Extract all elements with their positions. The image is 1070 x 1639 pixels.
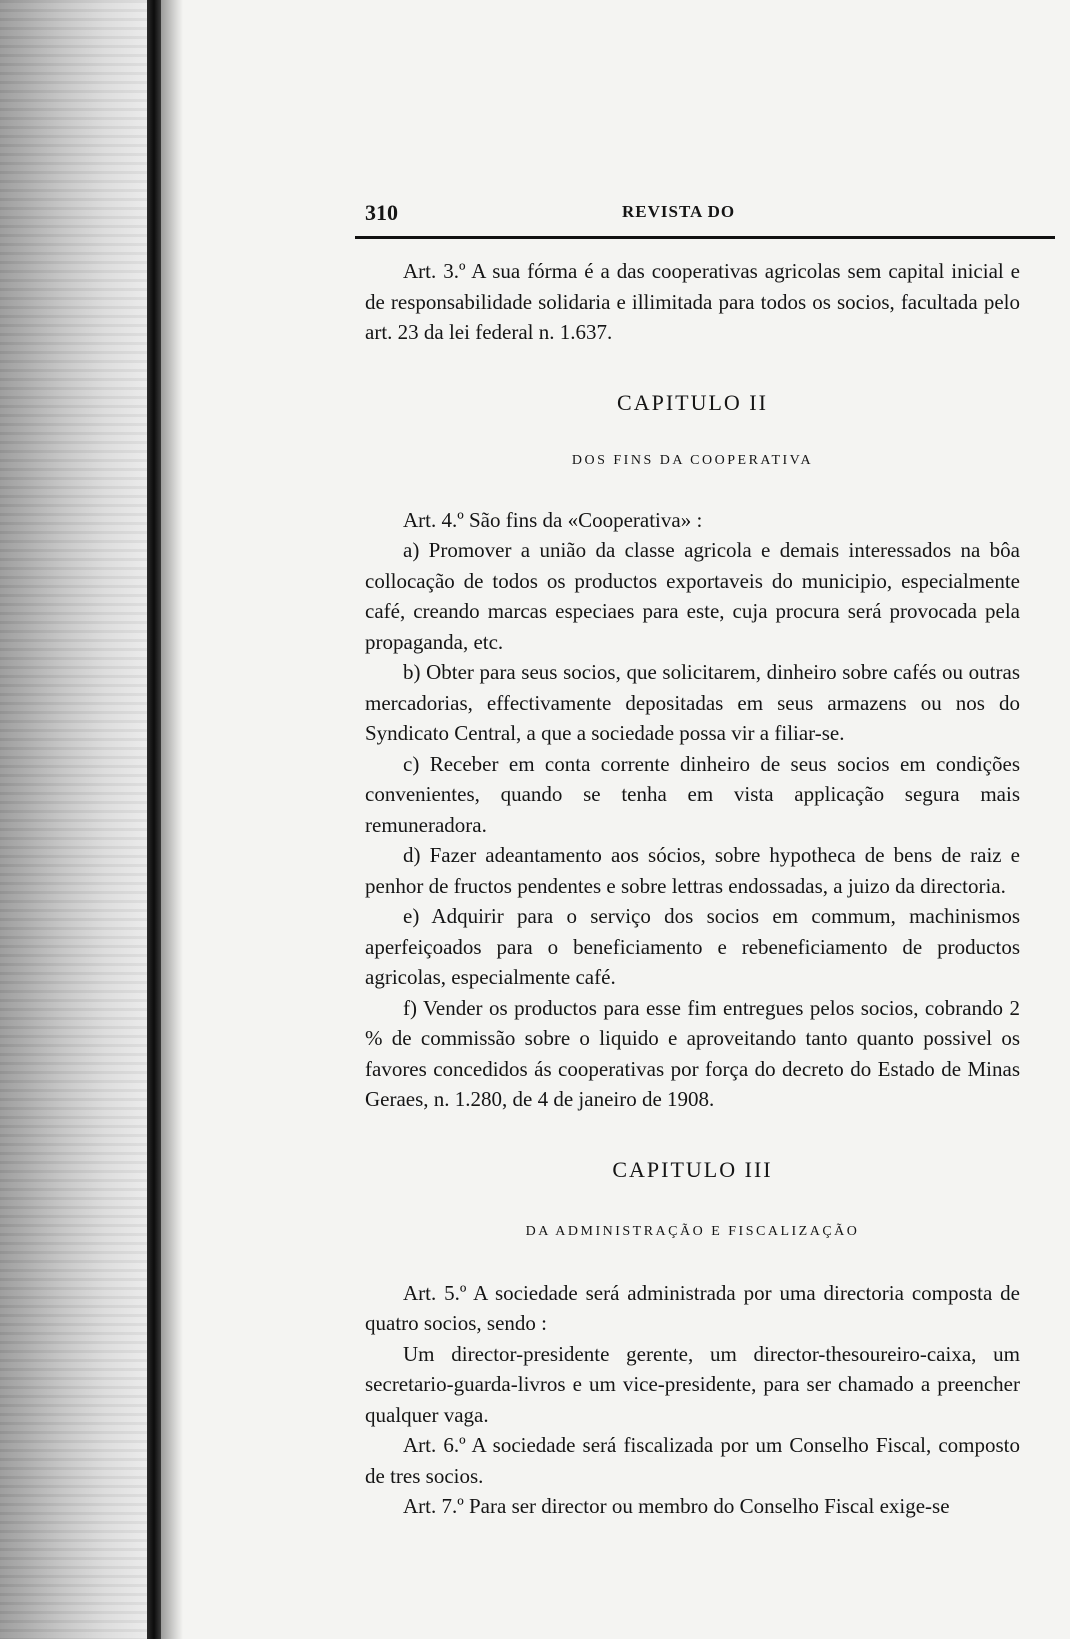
- running-title: REVISTA DO: [622, 202, 736, 221]
- chapter-3-title: CAPITULO III: [612, 1156, 773, 1182]
- article-4-item-c: c) Receber em conta corrente dinheiro de seus socios em condições convenientes, quando se tenha em vista applicação segura mais remuneradora.: [365, 751, 1020, 837]
- chapter-2-subtitle: DOS FINS DA COOPERATIVA: [571, 453, 814, 468]
- spine-shadow: [161, 0, 183, 1639]
- article-5: Art. 5.º A sociedade será administrada por uma directoria composta de quatro socios, sendo :: [365, 1280, 1020, 1335]
- article-7-partial: Art. 7.º Para ser director ou membro do Conselho Fiscal exige-se: [403, 1494, 950, 1518]
- article-5-continuation: Um director-presidente gerente, um director-thesoureiro-caixa, um secretario-guarda-livros e um vice-presidente, para ser chamado a preencher qualquer vaga.: [365, 1341, 1020, 1427]
- document-page: [365, 200, 1055, 1518]
- article-4-intro: Art. 4.º São fins da «Cooperativa» :: [403, 507, 703, 532]
- page-header: [365, 200, 1055, 230]
- header-rule: [355, 236, 1055, 239]
- article-4-item-b: b) Obter para seus socios, que solicitarem, dinheiro sobre cafés ou outras mercadorias, effectivamente depositadas em seus armazens ou nos do Syndicato Central, a que a sociedade possa vir a filiar-se.: [365, 660, 1020, 745]
- book-spine: [147, 0, 161, 1639]
- article-6: Art. 6.º A sociedade será fiscalizada por um Conselho Fiscal, composto de tres socios.: [365, 1433, 1020, 1488]
- article-3: Art. 3.º A sua fórma é a das cooperativas agricolas sem capital inicial e de responsabilidade solidaria e illimitada para todos os socios, facultada pelo art. 23 da lei federal n. 1.637.: [365, 259, 1020, 344]
- chapter-2-title: CAPITULO II: [617, 389, 768, 415]
- article-4-item-f: f) Vender os productos para esse fim entregues pelos socios, cobrando 2 % de commissão sobre o liquido e aproveitando tanto quanto possivel os favores concedidos ás cooperativas por força do decreto do Estado de Minas Geraes, n. 1.280, de 4 de janeiro de 1908.: [365, 995, 1020, 1111]
- article-4-item-d: d) Fazer adeantamento aos sócios, sobre hypotheca de bens de raiz e penhor de fructos pendentes e sobre lettras endossadas, a juizo da directoria.: [365, 843, 1020, 898]
- page-number: 310: [365, 200, 398, 225]
- gutter-texture: [0, 0, 150, 1639]
- chapter-3-subtitle: DA ADMINISTRAÇÃO E FISCALIZAÇÃO: [525, 1224, 860, 1239]
- article-4-item-a: a) Promover a união da classe agricola e demais interessados na bôa collocação de todos os productos exportaveis do municipio, especialmente café, creando marcas especiaes para este, cuja procura será provocada pela propaganda, etc.: [365, 538, 1020, 654]
- article-4-item-e: e) Adquirir para o serviço dos socios em commum, machinismos aperfeiçoados para o beneficiamento e rebeneficiamento de productos agricolas, especialmente café.: [365, 904, 1020, 989]
- page-body: [365, 256, 1020, 1522]
